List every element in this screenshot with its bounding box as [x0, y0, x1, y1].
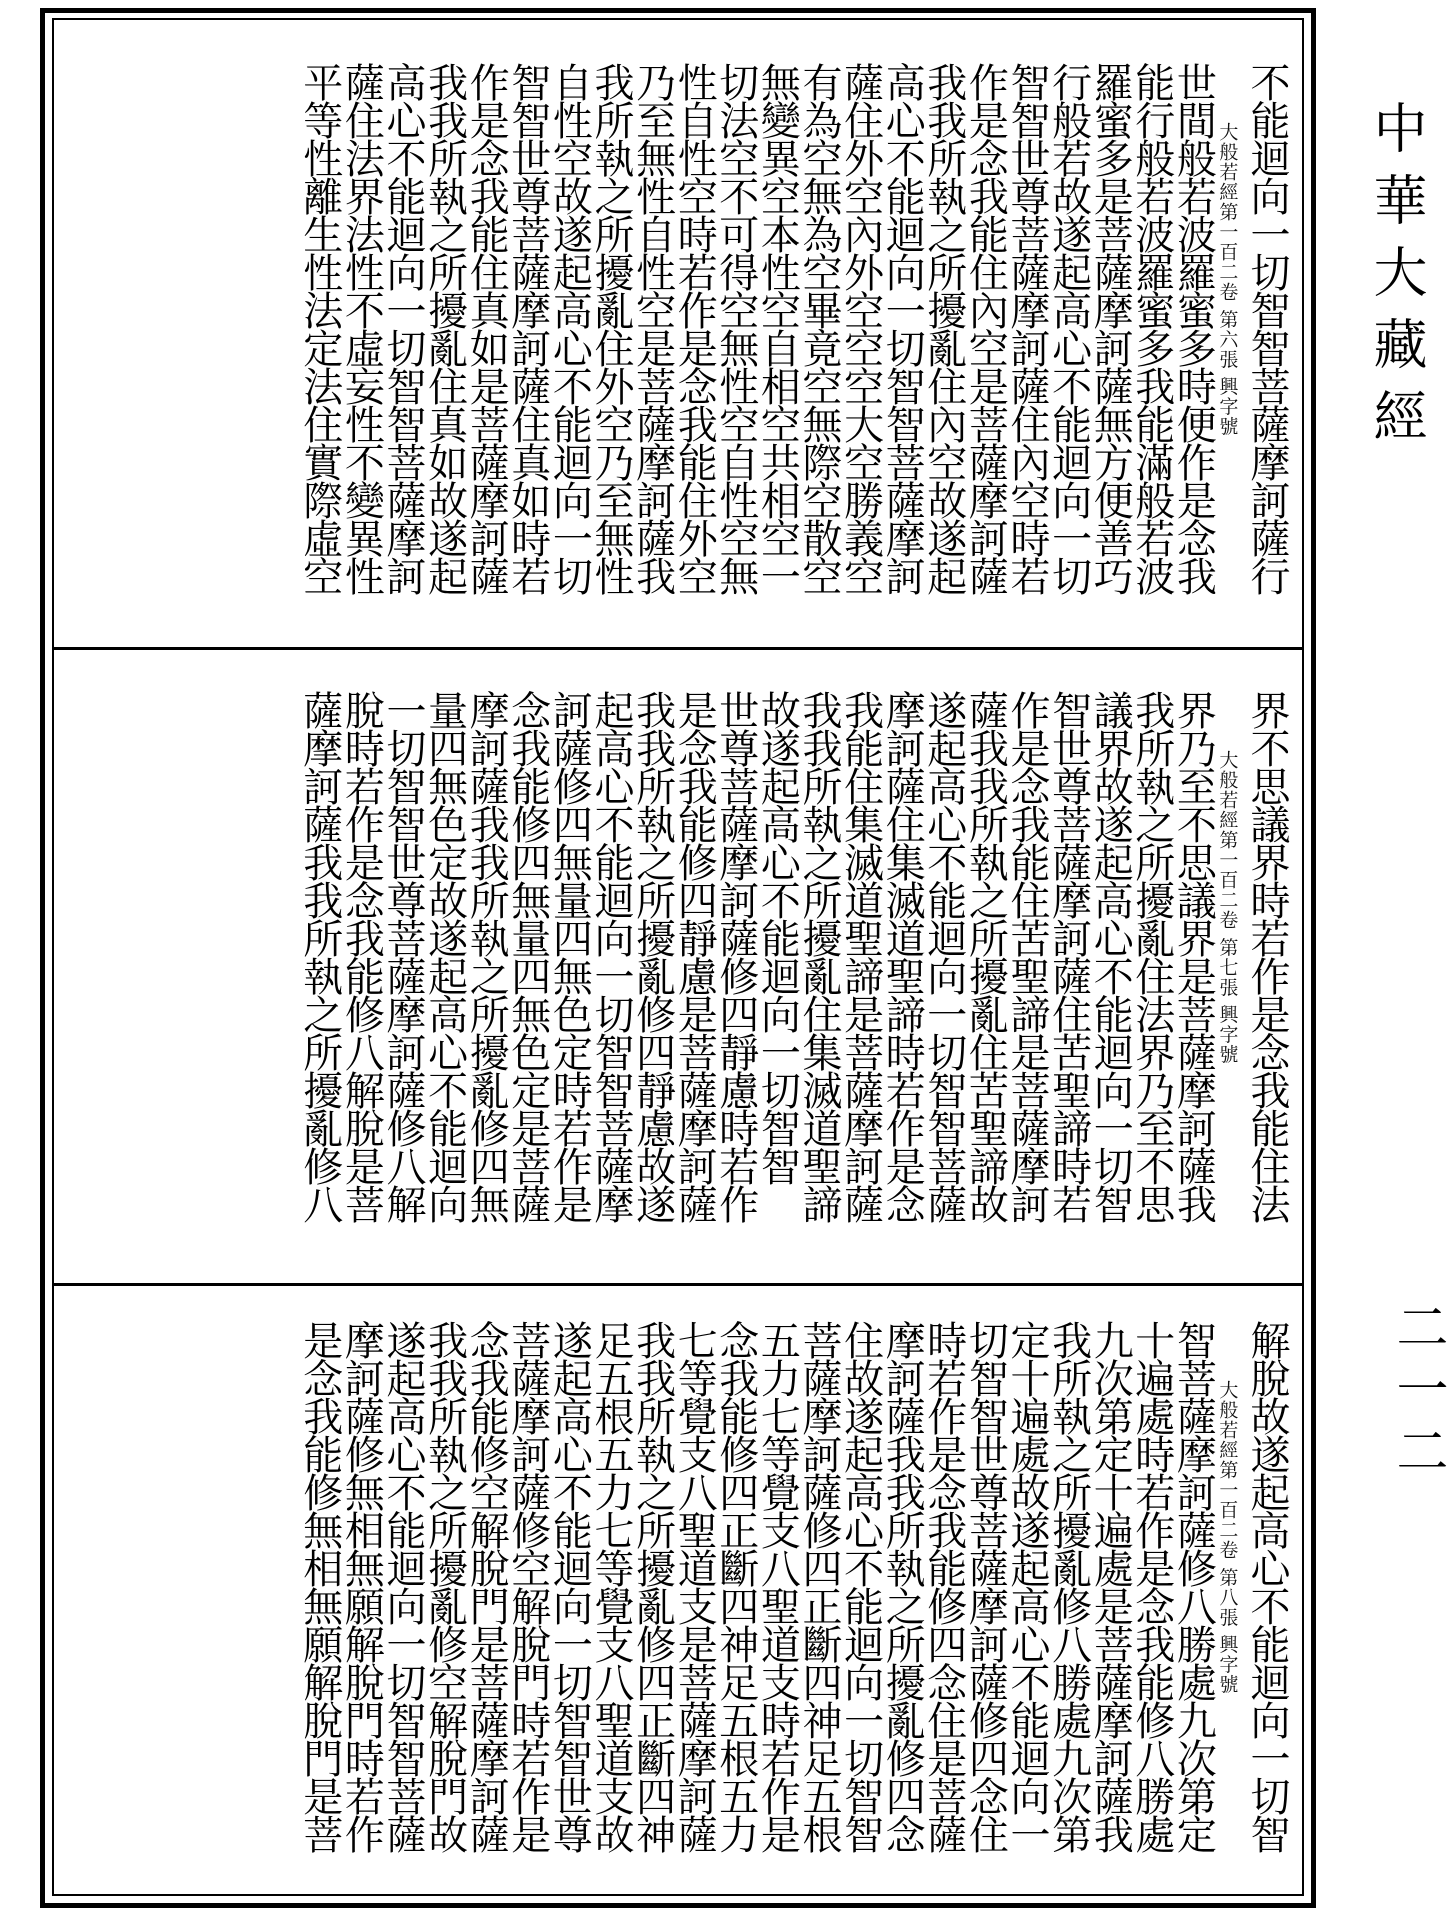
text-column: 薩我我所執之所擾亂住苦聖諦故: [962, 690, 1009, 1222]
text-column: 羅蜜多是菩薩摩訶薩無方便善巧: [1087, 62, 1134, 594]
text-column: 量四無色定故遂起高心不能迴向: [421, 690, 468, 1222]
text-column: 是念我能修四靜慮是菩薩摩訶薩: [671, 690, 718, 1222]
text-column: 智智世尊菩薩摩訶薩住內空時若: [1003, 62, 1050, 594]
text-column: 有為空無為空畢竟空無際空散空: [795, 62, 842, 594]
text-column: 界不思議界時若作是念我能住法: [1243, 690, 1290, 1222]
text-column: 自性空故遂起高心不能迴向一切: [546, 62, 593, 594]
text-panel-3: [62, 1320, 1294, 1890]
text-column: 我我所執之所擾亂修四正斷四神: [629, 1320, 676, 1852]
text-column: 遂起高心不能迴向一切智智菩薩: [920, 690, 967, 1222]
text-column: 薩住法界法性不虛妄性不變異性: [338, 62, 385, 594]
text-column: 我我所執之所擾亂修四靜慮故遂: [629, 690, 676, 1222]
text-column: 世間般若波羅蜜多時便作是念我: [1170, 62, 1217, 594]
text-column: 住故遂起高心不能迴向一切智智: [837, 1320, 884, 1852]
text-column: 平等性離生性法定法住實際虛空: [296, 62, 343, 594]
text-column: 脫時若作是念我能修八解脫是菩: [338, 690, 385, 1222]
text-column: 我所執之所擾亂住法界乃至不思: [1128, 690, 1175, 1222]
text-column: 摩訶薩我我所執之所擾亂修四念: [879, 1320, 926, 1852]
text-column: 遂起高心不能迴向一切智智世尊: [546, 1320, 593, 1852]
text-column: 我所執之所擾亂住外空乃至無性: [587, 62, 634, 594]
text-column: 智世尊菩薩摩訶薩住苦聖諦時若: [1045, 690, 1092, 1222]
text-column: 十遍處時若作是念我能修八勝處: [1128, 1320, 1175, 1852]
text-column: 摩訶薩修無相無願解脫門時若作: [338, 1320, 385, 1852]
text-column: 薩摩訶薩我我所執之所擾亂修八: [296, 690, 343, 1222]
text-column: 切法空不可得空無性空自性空無: [712, 62, 759, 594]
text-column: 菩薩摩訶薩修空解脫門時若作是: [504, 1320, 551, 1852]
text-column: 七等覺支八聖道支是菩薩摩訶薩: [671, 1320, 718, 1852]
text-column: 薩住外空內外空空空大空勝義空: [837, 62, 884, 594]
text-column: 摩訶薩住集滅道聖諦時若作是念: [879, 690, 926, 1222]
sutra-collection-title: 中華大藏經: [1365, 100, 1428, 460]
text-column: 一切智智世尊菩薩摩訶薩修八解: [379, 690, 426, 1222]
panel-divider-bottom: [52, 1283, 1304, 1286]
text-column: 念我能修空解脫門是菩薩摩訶薩: [463, 1320, 510, 1852]
text-column: 念我能修四無量四無色定是菩薩: [504, 690, 551, 1222]
text-column: 無變異空本性空自相空共相空一: [754, 62, 801, 594]
text-column: 智菩薩摩訶薩修八勝處九次第定: [1170, 1320, 1217, 1852]
text-column: 性自性空時若作是念我能住外空: [671, 62, 718, 594]
text-column: 九次第定十遍處是菩薩摩訶薩我: [1087, 1320, 1134, 1852]
text-column: 遂起高心不能迴向一切智智菩薩: [379, 1320, 426, 1852]
text-column: 我能住集滅道聖諦是菩薩摩訶薩: [837, 690, 884, 1222]
text-column: 不能迴向一切智智菩薩摩訶薩行: [1243, 62, 1290, 594]
text-column: 是念我能修無相無願解脫門是菩: [296, 1320, 343, 1852]
panel-divider-top: [52, 647, 1304, 650]
text-column: 念我能修四正斷四神足五根五力: [712, 1320, 759, 1852]
sutra-page-header: 大般若經第一百二卷 第七張 興字號: [1216, 750, 1239, 1065]
text-panel-2: [62, 690, 1294, 1260]
text-column: 作是念我能住苦聖諦是菩薩摩訶: [1003, 690, 1050, 1222]
text-column: 議界故遂起高心不能迴向一切智: [1087, 690, 1134, 1222]
text-column: 乃至無性自性空是菩薩摩訶薩我: [629, 62, 676, 594]
sutra-page-header: 大般若經第一百二卷 第六張 興字號: [1216, 122, 1239, 437]
text-column: 解脫故遂起高心不能迴向一切智: [1243, 1320, 1290, 1852]
text-column: 切智智世尊菩薩摩訶薩修四念住: [962, 1320, 1009, 1852]
text-column: 高心不能迴向一切智智菩薩摩訶: [379, 62, 426, 594]
text-column: 我所執之所擾亂修八勝處九次第: [1045, 1320, 1092, 1852]
text-column: 我我所執之所擾亂修空解脫門故: [421, 1320, 468, 1852]
text-column: 定十遍處故遂起高心不能迴向一: [1003, 1320, 1050, 1852]
text-column: 我我所執之所擾亂住內空故遂起: [920, 62, 967, 594]
text-column: 智智世尊菩薩摩訶薩住真如時若: [504, 62, 551, 594]
text-column: 高心不能迴向一切智智菩薩摩訶: [879, 62, 926, 594]
text-column: 界乃至不思議界是菩薩摩訶薩我: [1170, 690, 1217, 1222]
text-column: 能行般若波羅蜜多我能滿般若波: [1128, 62, 1175, 594]
text-column: 行般若故遂起高心不能迴向一切: [1045, 62, 1092, 594]
text-column: 作是念我能住真如是菩薩摩訶薩: [463, 62, 510, 594]
page-number: 二一二: [1387, 1300, 1447, 1486]
text-column: 五力七等覺支八聖道支時若作是: [754, 1320, 801, 1852]
text-column: 訶薩修四無量四無色定時若作是: [546, 690, 593, 1222]
text-column: 足五根五力七等覺支八聖道支故: [587, 1320, 634, 1852]
text-column: 時若作是念我能修四念住是菩薩: [920, 1320, 967, 1852]
text-column: 摩訶薩我我所執之所擾亂修四無: [463, 690, 510, 1222]
text-column: 起高心不能迴向一切智智菩薩摩: [587, 690, 634, 1222]
text-column: 我我所執之所擾亂住集滅道聖諦: [795, 690, 842, 1222]
text-column: 菩薩摩訶薩修四正斷四神足五根: [795, 1320, 842, 1852]
text-column: 作是念我能住內空是菩薩摩訶薩: [962, 62, 1009, 594]
text-panel-1: [62, 62, 1294, 632]
sutra-page-header: 大般若經第一百二卷 第八張 興字號: [1216, 1380, 1239, 1695]
text-column: 世尊菩薩摩訶薩修四靜慮時若作: [712, 690, 759, 1222]
text-column: 故遂起高心不能迴向一切智智: [754, 690, 801, 1184]
text-column: 我我所執之所擾亂住真如故遂起: [421, 62, 468, 594]
